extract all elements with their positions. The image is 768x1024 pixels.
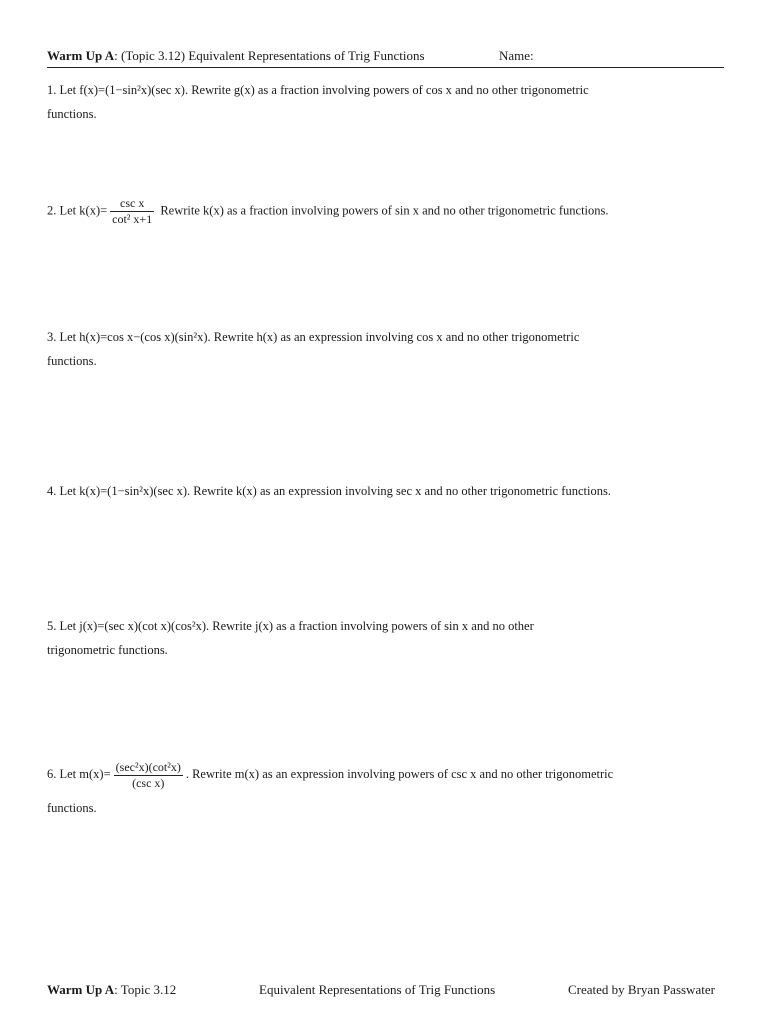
problem-number: 2. Let xyxy=(47,203,77,218)
problem-text: and no other xyxy=(471,619,534,633)
problem-text: and no other trigonometric xyxy=(445,330,580,344)
problem-function: g(x) xyxy=(233,83,255,97)
problem-text: . Rewrite xyxy=(185,767,232,781)
problem-continuation: trigonometric functions. xyxy=(47,643,168,657)
header-title: : (Topic 3.12) Equivalent Representations of Trig Functions xyxy=(114,48,425,63)
problem-text: and no other trigonometric xyxy=(479,767,614,781)
problem-target: cos x xyxy=(425,83,452,97)
problem-function: k(x) xyxy=(203,203,224,218)
problem-target: sin x xyxy=(444,619,469,633)
problem-number: 3. Let xyxy=(47,330,77,344)
problem-text: as a fraction involving powers of xyxy=(226,203,392,218)
problem-text: and no other trigonometric xyxy=(455,83,589,97)
problem-lhs: m(x)= xyxy=(79,767,111,781)
problem-6 xyxy=(47,752,727,820)
problem-text: Rewrite xyxy=(212,619,252,633)
problem-text: as an expression involving xyxy=(280,330,414,344)
footer-center: Equivalent Representations of Trig Functions xyxy=(259,982,496,997)
problem-1 xyxy=(47,78,727,126)
problem-target: cos x xyxy=(416,330,443,344)
footer-left xyxy=(47,982,176,998)
problem-3 xyxy=(47,325,727,373)
problem-text: as an expression involving xyxy=(259,484,393,498)
problem-continuation: functions. xyxy=(47,801,97,815)
problem-target: sec x xyxy=(396,484,422,498)
fraction-numerator: csc x xyxy=(110,196,154,212)
problem-number: 5. Let xyxy=(47,619,77,633)
problem-text: and no other trigonometric functions. xyxy=(424,484,611,498)
problem-function: k(x) xyxy=(236,484,257,498)
problem-expression: h(x)=cos x−(cos x)(sin²x). xyxy=(79,330,211,344)
name-label: Name: xyxy=(499,48,534,63)
worksheet-header xyxy=(47,47,724,68)
problem-continuation: functions. xyxy=(47,107,97,121)
problem-expression: k(x)=(1−sin²x)(sec x). xyxy=(79,484,191,498)
problem-expression: j(x)=(sec x)(cot x)(cos²x). xyxy=(79,619,210,633)
problem-text: Rewrite xyxy=(160,203,200,218)
fraction-denominator: (csc x) xyxy=(132,775,165,790)
problem-expression: f(x)=(1−sin²x)(sec x). xyxy=(79,83,189,97)
problem-function: h(x) xyxy=(256,330,278,344)
problem-text: and no other trigonometric functions. xyxy=(422,203,609,218)
fraction-numerator: (sec²x)(cot²x) xyxy=(115,759,181,774)
problem-5 xyxy=(47,614,727,662)
problem-target: sin x xyxy=(395,203,419,218)
problem-continuation: functions. xyxy=(47,354,97,368)
problem-text: Rewrite xyxy=(213,330,254,344)
problem-text: Rewrite xyxy=(193,484,233,498)
problem-text: Rewrite xyxy=(191,83,231,97)
problem-function: m(x) xyxy=(234,767,260,781)
footer-title-bold: Warm Up A xyxy=(47,982,115,997)
problem-function: j(x) xyxy=(254,619,274,633)
footer-topic: : Topic 3.12 xyxy=(114,982,177,997)
problem-lhs: k(x)= xyxy=(79,203,108,218)
problem-number: 4. Let xyxy=(47,484,77,498)
problem-2 xyxy=(47,196,727,227)
header-title-bold: Warm Up A xyxy=(47,48,115,63)
problem-fraction xyxy=(110,196,154,227)
problem-text: as a fraction involving powers of xyxy=(276,619,442,633)
problem-fraction xyxy=(114,760,183,791)
footer-credit: Created by Bryan Passwater xyxy=(568,982,715,997)
problem-number: 1. Let xyxy=(47,83,77,97)
problem-text: as an expression involving powers of xyxy=(262,767,448,781)
fraction-denominator: cot² x+1 xyxy=(112,212,153,226)
problem-number: 6. Let xyxy=(47,767,77,781)
problem-text: as a fraction involving powers of xyxy=(257,83,423,97)
problem-target: csc x xyxy=(451,767,477,781)
problem-4 xyxy=(47,479,727,503)
